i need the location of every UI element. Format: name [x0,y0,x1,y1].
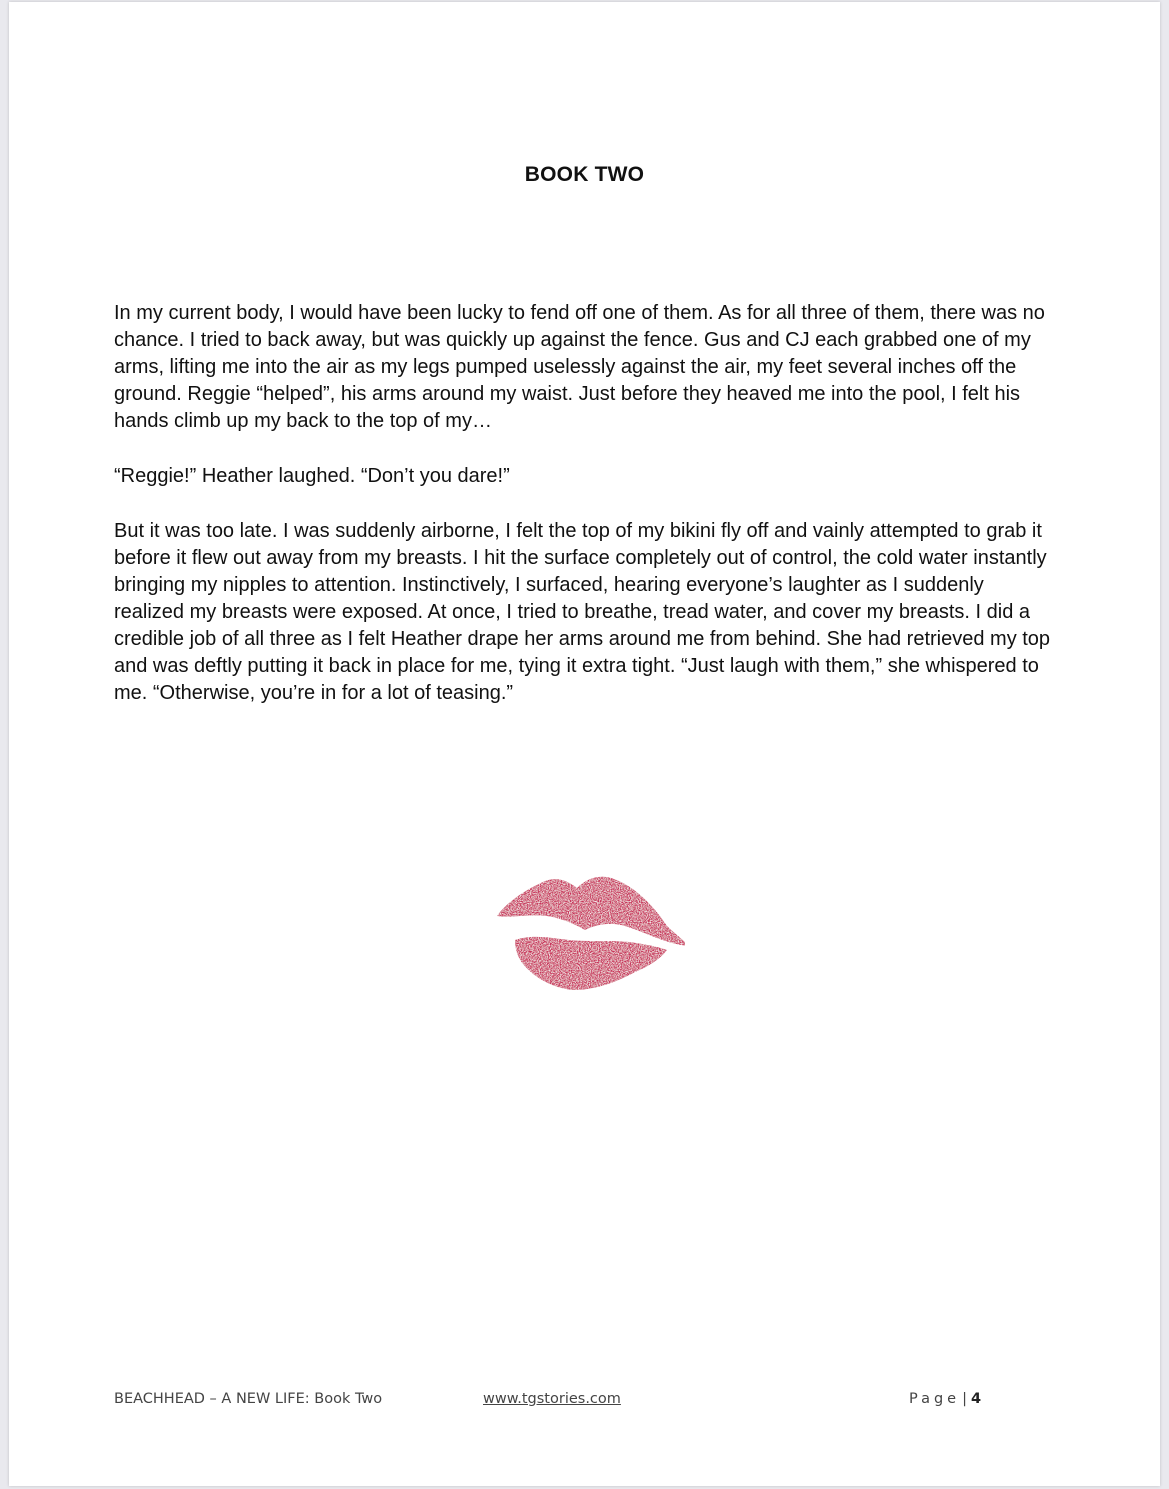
lower-lip [515,937,667,990]
kiss-lips [497,877,685,990]
footer-title: BEACHHEAD – A NEW LIFE: Book Two [114,1391,383,1407]
upper-lip [497,877,685,946]
lipstick-kiss-icon [485,868,685,994]
page-number: 4 [971,1391,982,1407]
page-title: BOOK TWO [524,163,645,186]
page-number-label [909,1391,981,1407]
paragraph-3: But it was too late. I was suddenly airborne, I felt the top of my bikini fly off and vainly attempted to grab it before it flew out away from my breasts. I hit the surface completely out of control, the cold water instantly bringing my nipples to attention. Instinctively, I surfaced, hearing everyone’s laughter as I suddenly realized my breasts were exposed. At once, I tried to breathe, tread water, and cover my breasts. I did a credible job of all three as I felt Heather drape her arms around me from behind. She had retrieved my top and was deftly putting it back in place for me, tying it extra tight. “Just laugh with them,” she whispered to me. “Otherwise, you’re in for a lot of teasing.” [114,520,1051,704]
body-text [114,300,1059,735]
paragraph-2: “Reggie!” Heather laughed. “Don’t you dare!” [114,465,510,487]
paragraph-1: In my current body, I would have been lucky to fend off one of them. As for all three of them, there was no chance. I tried to back away, but was quickly up against the fence. Gus and CJ each grabbed one of my arms, lifting me into the air as my legs pumped uselessly against the air, my feet several inches off the ground. Reggie “helped”, his arms around my waist. Just before they heaved me into the pool, I felt his hands climb up my back to the top of my… [114,302,1045,432]
page-separator: | [962,1391,967,1407]
page-label: Page [909,1391,961,1407]
footer-website-link[interactable]: www.tgstories.com [483,1391,621,1407]
document-page [9,2,1160,1486]
